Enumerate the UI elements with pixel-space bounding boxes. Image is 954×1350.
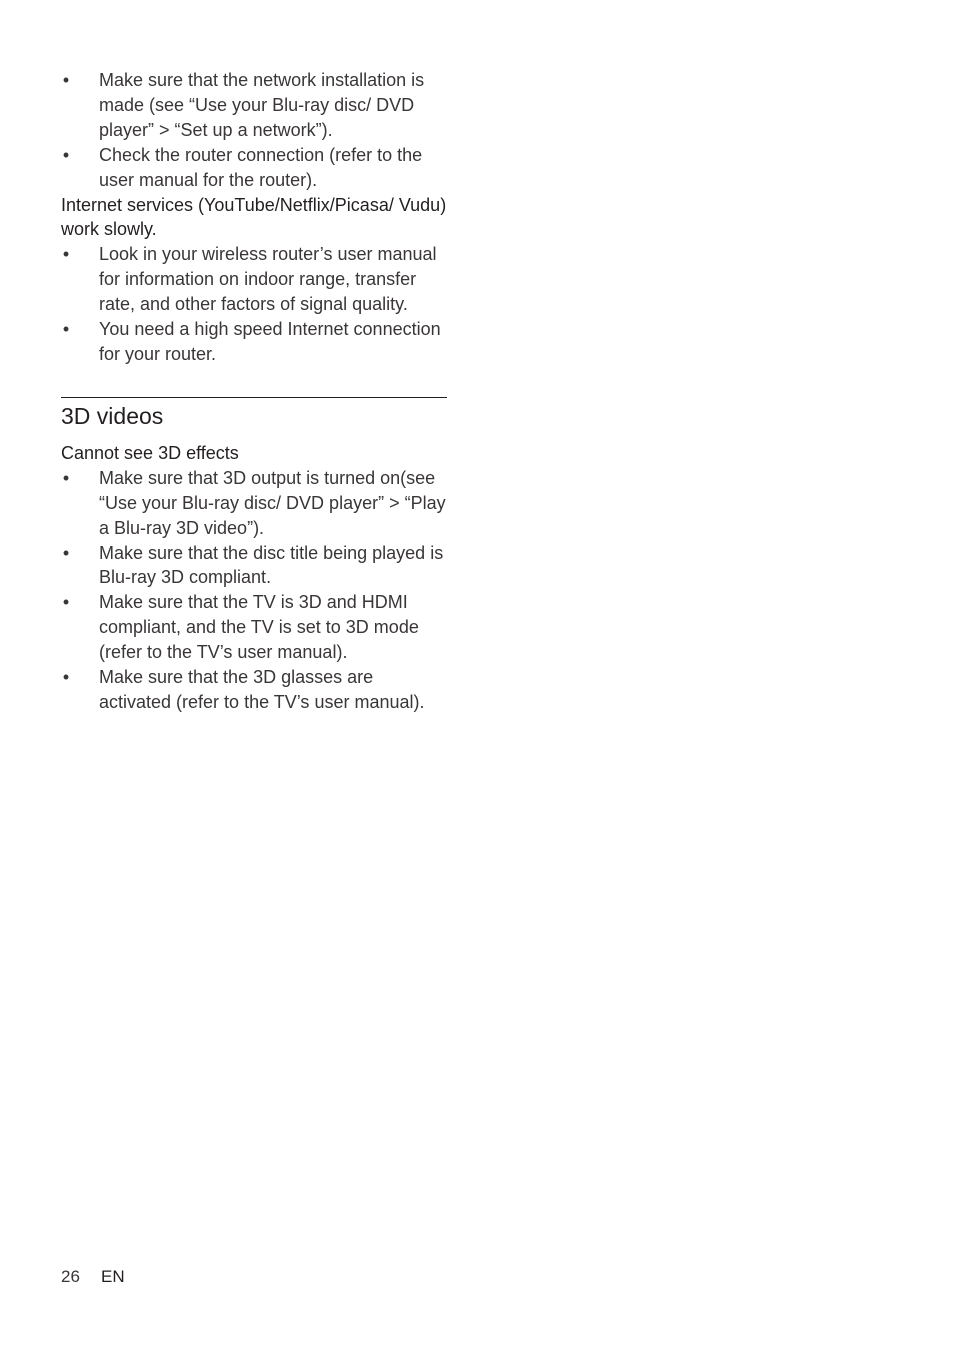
list-item-text: Look in your wireless router’s user manual for information on indoor range, transfer rate, and other factors of signal quality. — [99, 244, 437, 315]
section-title-3d-videos: 3D videos — [61, 402, 164, 429]
list-item-text: Check the router connection (refer to the user manual for the router). — [99, 144, 423, 190]
3d-bullet-list — [61, 466, 447, 715]
section-divider — [61, 397, 447, 398]
bullet-icon: • — [62, 467, 70, 488]
bullet-icon: • — [62, 319, 70, 340]
list-item-text: Make sure that the TV is 3D and HDMI compliant, and the TV is set to 3D mode (refer to the TV’s user manual). — [99, 592, 419, 663]
language-code: EN — [101, 1267, 125, 1286]
list-item — [61, 665, 447, 715]
list-item — [61, 68, 447, 143]
main-column — [61, 68, 447, 715]
list-item — [61, 242, 447, 317]
page-footer — [61, 1266, 125, 1288]
list-item-text: Make sure that 3D output is turned on(see “Use your Blu-ray disc/ DVD player” > “Play a Blu-ray 3D video”). — [99, 467, 446, 538]
bullet-icon: • — [62, 667, 70, 688]
internet-services-heading: Internet services (YouTube/Netflix/Picasa/ Vudu) work slowly. — [61, 194, 447, 240]
internet-services-bullet-list — [61, 242, 447, 367]
list-item — [61, 317, 447, 367]
page-number: 26 — [61, 1267, 80, 1286]
bullet-icon: • — [62, 144, 70, 165]
network-bullet-list — [61, 68, 447, 193]
list-item-text: Make sure that the disc title being played is Blu-ray 3D compliant. — [99, 542, 444, 588]
list-item — [61, 590, 447, 665]
bullet-icon: • — [62, 592, 70, 613]
list-item — [61, 466, 447, 541]
bullet-icon: • — [62, 542, 70, 563]
list-item-text: You need a high speed Internet connection for your router. — [99, 319, 441, 364]
list-item — [61, 541, 447, 591]
bullet-icon: • — [62, 70, 70, 90]
list-item — [61, 143, 447, 193]
cannot-see-3d-heading: Cannot see 3D effects — [61, 442, 239, 463]
list-item-text: Make sure that the 3D glasses are activated (refer to the TV’s user manual). — [99, 667, 425, 712]
list-item-text: Make sure that the network installation is made (see “Use your Blu-ray disc/ DVD player” > “Set up a network”). — [99, 70, 425, 140]
bullet-icon: • — [62, 244, 70, 265]
